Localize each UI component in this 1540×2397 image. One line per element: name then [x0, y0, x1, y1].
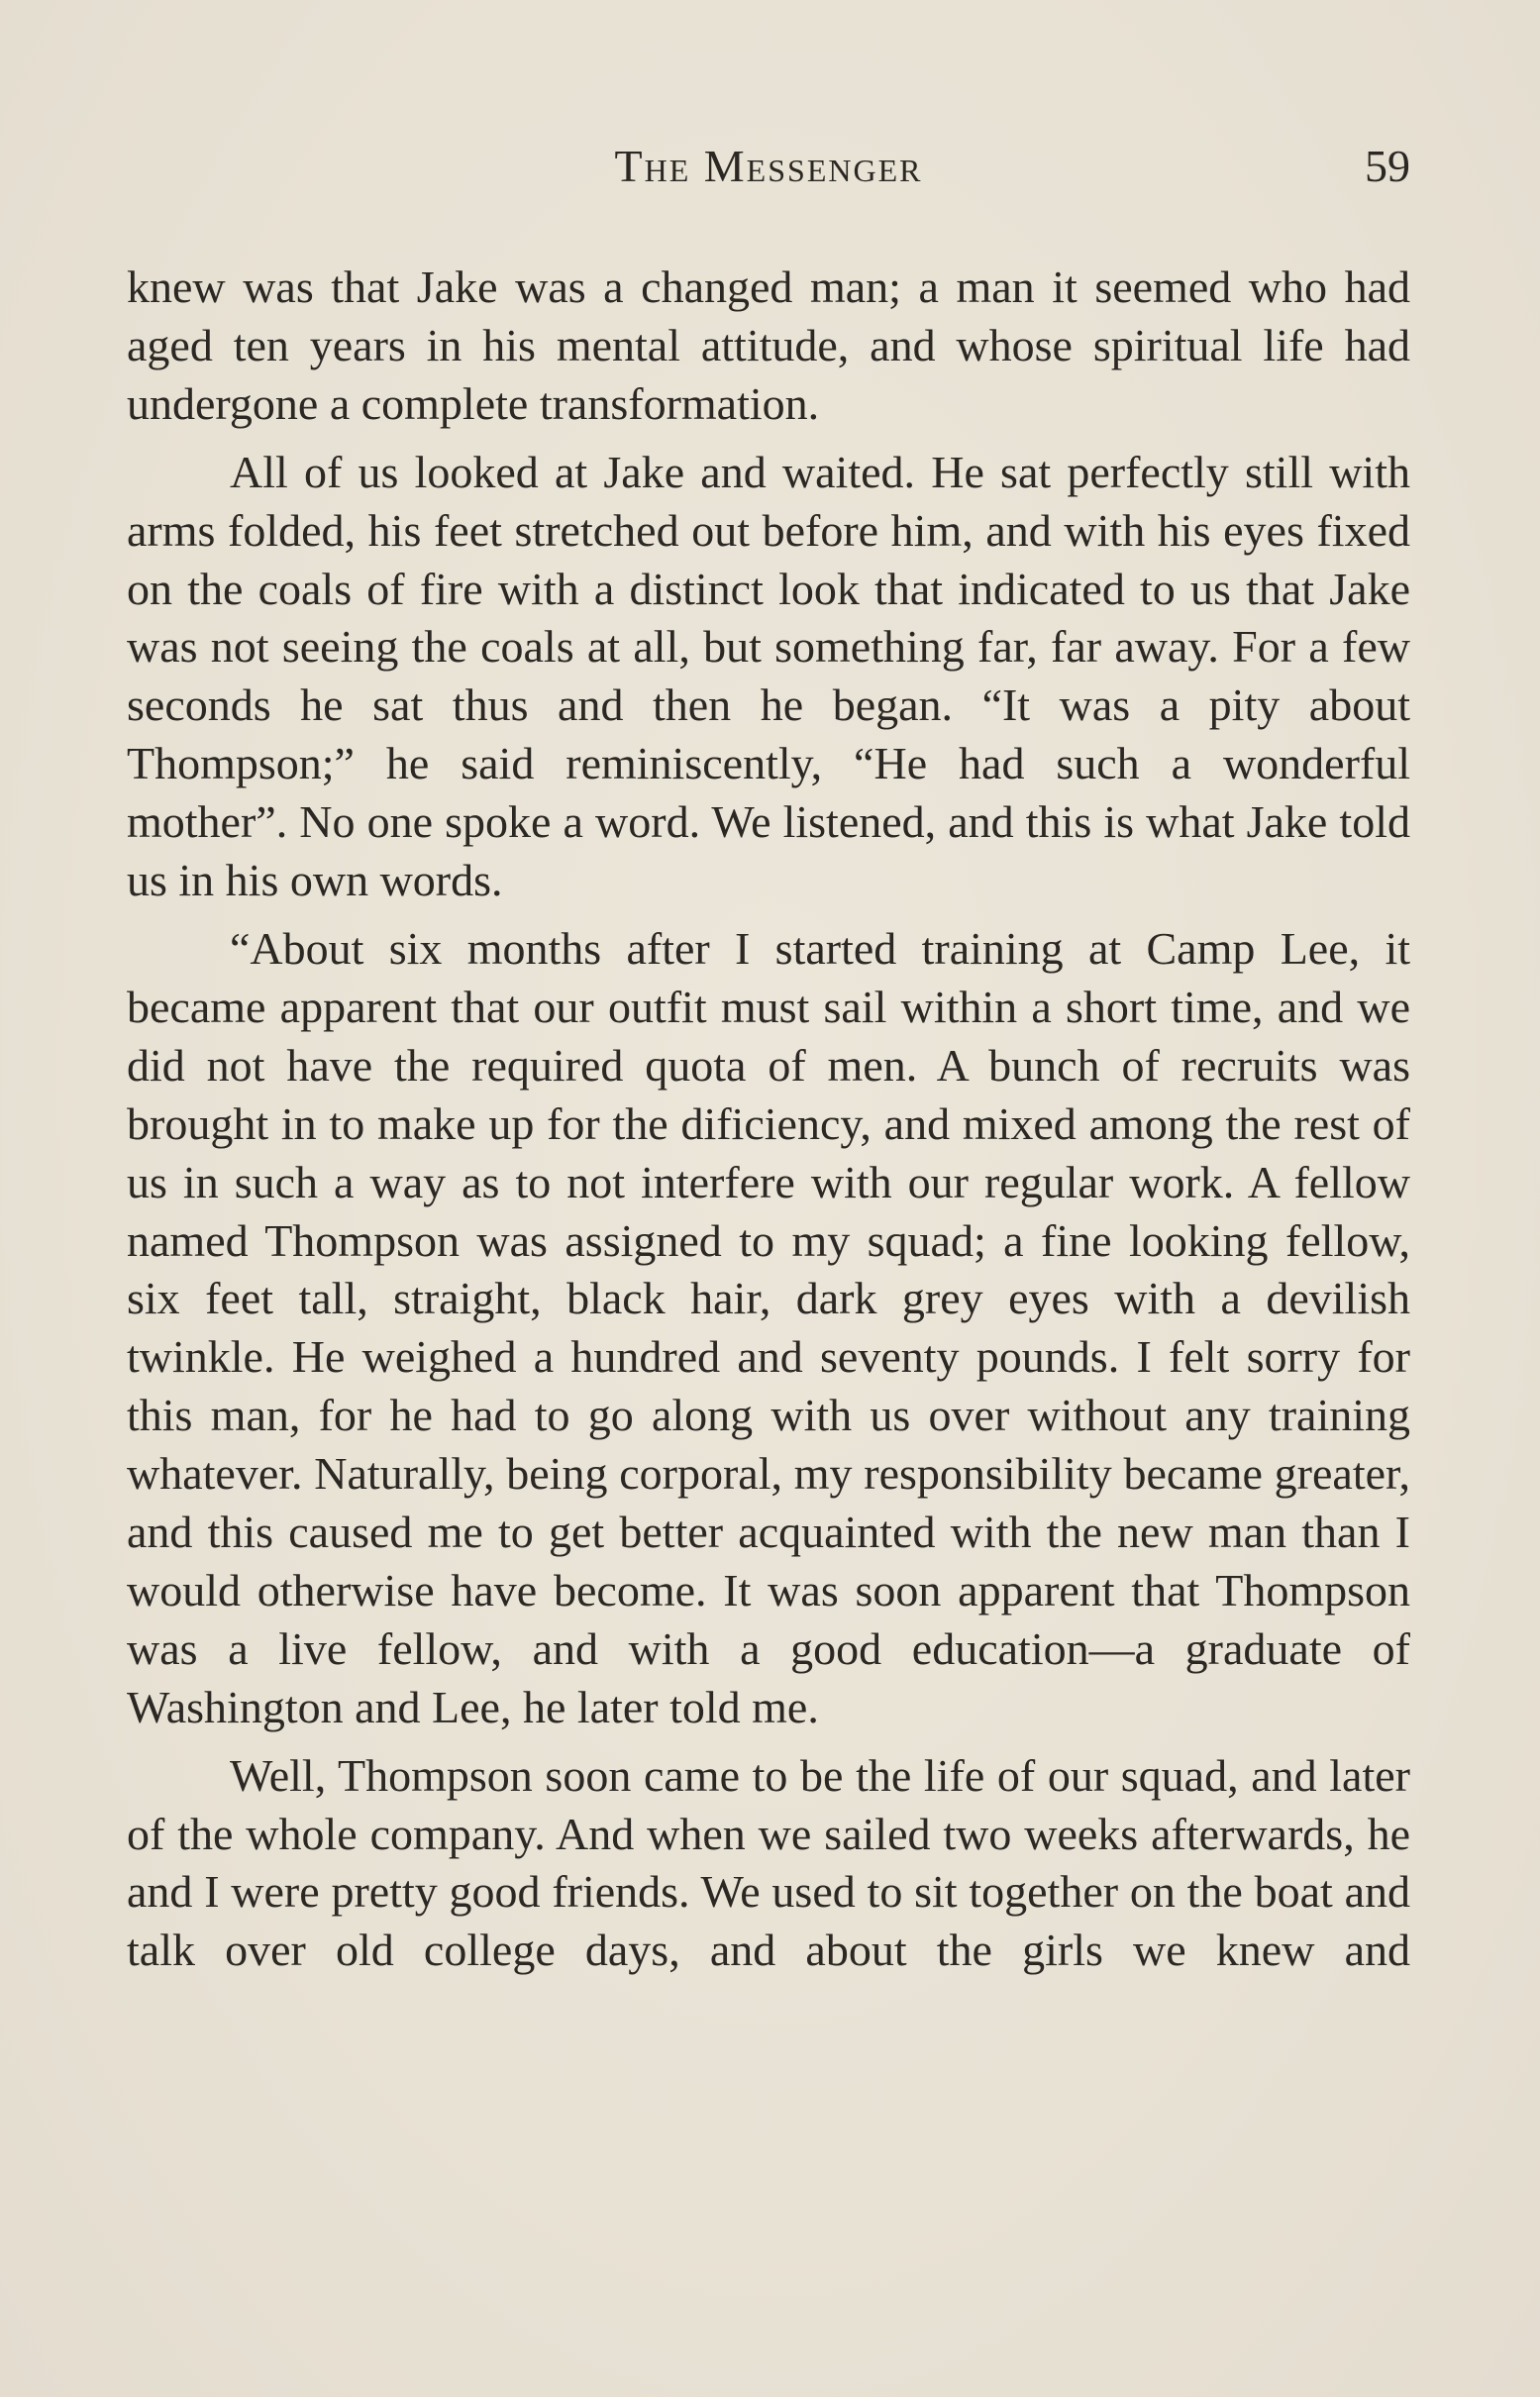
body-text — [127, 259, 1410, 1980]
paragraph: Well, Thompson soon came to be the life of our squad, and later of the whole company. And when we sailed two weeks afterwards, he and I were pretty good friends. We used to sit together on the boat and talk over old college days, and about the girls we knew and — [127, 1749, 1410, 1976]
running-title: The Messenger — [614, 141, 923, 191]
page-number: 59 — [1365, 141, 1410, 191]
paragraph: knew was that Jake was a changed man; a man it seemed who had aged ten years in his mental attitude, and whose spiritual life had undergone a complete transformation. — [127, 261, 1410, 429]
paragraph: “About six months after I started training at Camp Lee, it became apparent that our outfit must sail within a short time, and we did not have the required quota of men. A bunch of recruits was brought in to make up for the dificiency, and mixed among the rest of us in such a way as to not interfere with our regular work. A fellow named Thompson was assigned to my squad; a fine looking fellow, six feet tall, straight, black hair, dark grey eyes with a devilish twinkle. He weighed a hundred and seventy pounds. I felt sorry for this man, for he had to go along with us over without any training whatever. Naturally, being corporal, my responsibility became greater, and this caused me to get better acquainted with the new man than I would otherwise have become. It was soon apparent that Thompson was a live fellow, and with a good education—a graduate of Washington and Lee, he later told me. — [127, 922, 1410, 1732]
paragraph: All of us looked at Jake and waited. He sat perfectly still with arms folded, his feet stretched out before him, and with his eyes fixed on the coals of fire with a distinct look that indicated to us that Jake was not seeing the coals at all, but something far, far away. For a few seconds he sat thus and then he began. “It was a pity about Thompson;” he said reminiscently, “He had such a wonderful mother”. No one spoke a word. We listened, and this is what Jake told us in his own words. — [127, 446, 1410, 906]
running-head — [127, 137, 1410, 196]
